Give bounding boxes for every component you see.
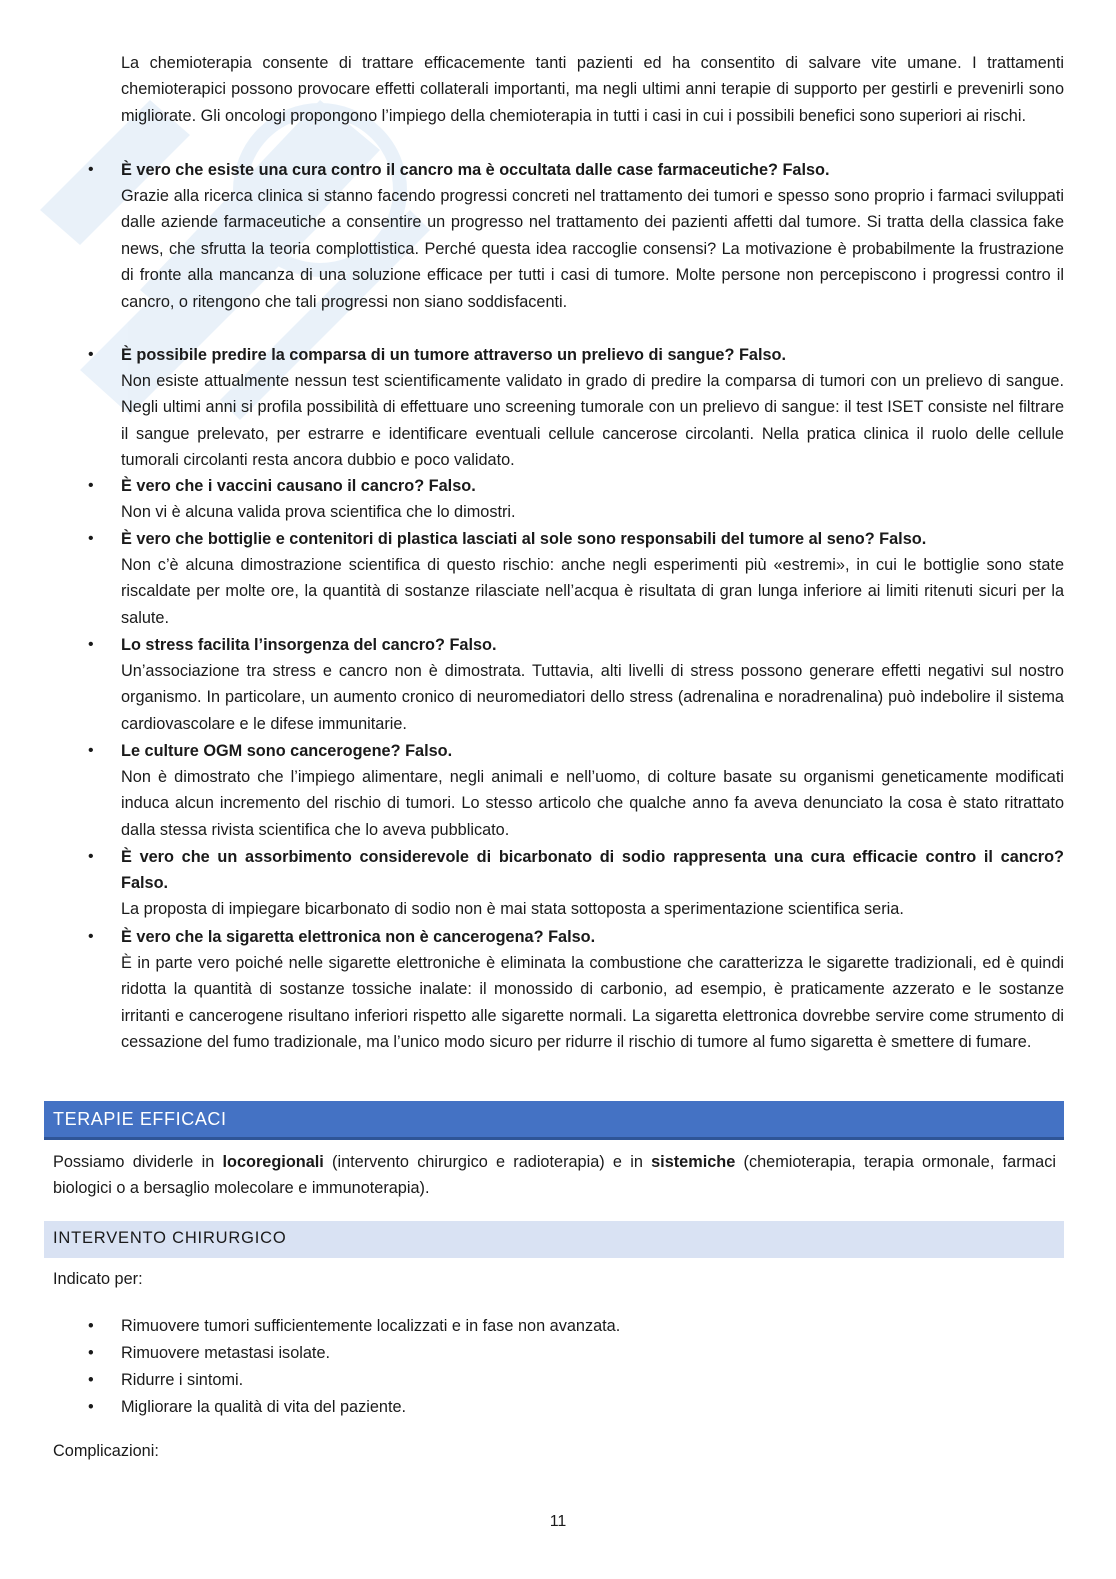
bullet-icon: •: [88, 1344, 94, 1362]
intro-paragraph: La chemioterapia consente di trattare efficacemente tanti pazienti ed ha consentito di salvare vite umane. I trattamenti chemioterapici possono provocare effetti collaterali importanti, ma negli ultimi anni terapie di supporto per gestirli e prevenirli sono migliorate. Gli oncologi propongono l’impiego della chemioterapia in tutti i casi in cui i possibili benefici sono superiori ai rischi.: [121, 54, 1064, 125]
text-segment: Possiamo dividerle in: [53, 1153, 223, 1171]
bold-term-systemic: sistemiche: [651, 1153, 736, 1171]
myth-answer: Non esiste attualmente nessun test scientificamente validato in grado di predire la comparsa di tumori con un prelievo di sangue. Negli ultimi anni si profila possibilità di effettuare uno screening tumorale con un prelievo di sangue: il test ISET consiste nel filtrare il sangue prelevato, per estrarre e identificare eventuali cellule cancerose circolanti. Nella pratica clinica il ruolo delle cellule tumorali circolanti resta ancora dubbio e poco validato.: [121, 372, 1064, 470]
myth-question: È vero che bottiglie e contenitori di plastica lasciati al sole sono responsabili del tumore al seno? Falso.: [121, 530, 927, 548]
myth-question: È vero che la sigaretta elettronica non è cancerogena? Falso.: [121, 928, 596, 946]
myth-answer: È in parte vero poiché nelle sigarette elettroniche è eliminata la combustione che caratterizza le sigarette tradizionali, ed è quindi ridotta la quantità di sostanze tossiche inalate: il monossido di carbonio, ad esempio, è praticamente azzerato e le sostanze irritanti e cancerogene risultano inferiori rispetto alle sigarette normali. La sigaretta elettronica dovrebbe servire come strumento di cessazione del fumo tradizionale, ma l’unico modo sicuro per ridurre il rischio di tumore al fumo sigaretta è smettere di fumare.: [121, 954, 1064, 1052]
indicated-label: Indicato per:: [53, 1270, 143, 1288]
bullet-icon: •: [88, 636, 94, 653]
myth-answer: Non c’è alcuna dimostrazione scientifica di questo rischio: anche negli esperimenti più «estremi», in cui le bottiglie sono state riscaldate per molte ore, la quantità di sostanze rilasciate nell’acqua è risultata di gran lunga inferiore ai limiti ritenuti sicuri per la salute.: [121, 556, 1064, 627]
myth-question: È possibile predire la comparsa di un tumore attraverso un prelievo di sangue? Falso.: [121, 346, 786, 364]
myth-answer: Un’associazione tra stress e cancro non è dimostrata. Tuttavia, alti livelli di stress possono generare effetti negativi sul nostro organismo. In particolare, un aumento cronico di neuromediatori dello stress (adrenalina e noradrenalina) può indebolire il sistema cardiovascolare e le difese immunitarie.: [121, 662, 1064, 733]
indication-text: Rimuovere tumori sufficientemente localizzati e in fase non avanzata.: [121, 1317, 621, 1335]
bullet-icon: •: [88, 477, 94, 494]
complications-label: Complicazioni:: [53, 1442, 159, 1460]
bullet-icon: •: [88, 928, 94, 945]
subsection-heading-text: INTERVENTO CHIRURGICO: [53, 1229, 287, 1247]
text-segment: (intervento chirurgico e radioterapia) e in: [323, 1153, 652, 1171]
myth-answer: Non è dimostrato che l’impiego alimentare, negli animali e nell’uomo, di colture basate su organismi geneticamente modificati induca alcun incremento del rischio di tumori. Lo stesso articolo che qualche anno fa aveva denunciato la cosa è stato ritrattato dalla stessa rivista scientifica che lo aveva pubblicato.: [121, 768, 1064, 839]
bullet-icon: •: [88, 742, 94, 759]
myth-answer: Non vi è alcuna valida prova scientifica che lo dimostri.: [121, 503, 516, 521]
myth-question: Lo stress facilita l’insorgenza del cancro? Falso.: [121, 636, 497, 654]
bold-term-locoregional: locoregionali: [222, 1153, 324, 1171]
bullet-icon: •: [88, 1371, 94, 1389]
myth-answer: La proposta di impiegare bicarbonato di sodio non è mai stata sottoposta a sperimentazione scientifica seria.: [121, 900, 904, 918]
text-segment: (chemioterapia, terapia ormonale, farmaci biologici o a bersaglio molecolare e immunoterapia).: [53, 1153, 1056, 1198]
page-number: 11: [549, 1513, 567, 1530]
indication-text: Migliorare la qualità di vita del paziente.: [121, 1398, 407, 1416]
bullet-icon: •: [88, 1398, 94, 1416]
effective-therapies-paragraph: [53, 1149, 1056, 1202]
myth-question: È vero che un assorbimento considerevole di bicarbonato di sodio rappresenta una cura efficacie contro il cancro? Falso.: [121, 848, 1064, 893]
myth-answer: Grazie alla ricerca clinica si stanno facendo progressi concreti nel trattamento dei tumori e spesso sono proprio i farmaci sviluppati dalle aziende farmaceutiche a consentire un progresso nel trattamento dei pazienti affetti dal tumore. Si tratta della classica fake news, che sfrutta la teoria complottistica. Perché questa idea raccoglie consensi? La motivazione è probabilmente la frustrazione di fronte alla mancanza di una soluzione efficace per tutti i casi di tumore. Molte persone non percepiscono i progressi contro il cancro, o ritengono che tali progressi non siano soddisfacenti.: [121, 187, 1064, 311]
myth-question: Le culture OGM sono cancerogene? Falso.: [121, 742, 453, 760]
myth-question: È vero che esiste una cura contro il cancro ma è occultata dalle case farmaceutiche? Falso.: [121, 161, 830, 179]
bullet-icon: •: [88, 848, 94, 865]
bullet-icon: •: [88, 1317, 94, 1335]
bullet-icon: •: [88, 161, 94, 178]
section-heading-surgery: [44, 1221, 1064, 1258]
indication-text: Ridurre i sintomi.: [121, 1371, 244, 1389]
myth-question: È vero che i vaccini causano il cancro? Falso.: [121, 477, 476, 495]
section-heading-text: TERAPIE EFFICACI: [53, 1109, 227, 1129]
bullet-icon: •: [88, 346, 94, 363]
bullet-icon: •: [88, 530, 94, 547]
section-heading-effective-therapies: [44, 1101, 1064, 1140]
indication-text: Rimuovere metastasi isolate.: [121, 1344, 331, 1362]
